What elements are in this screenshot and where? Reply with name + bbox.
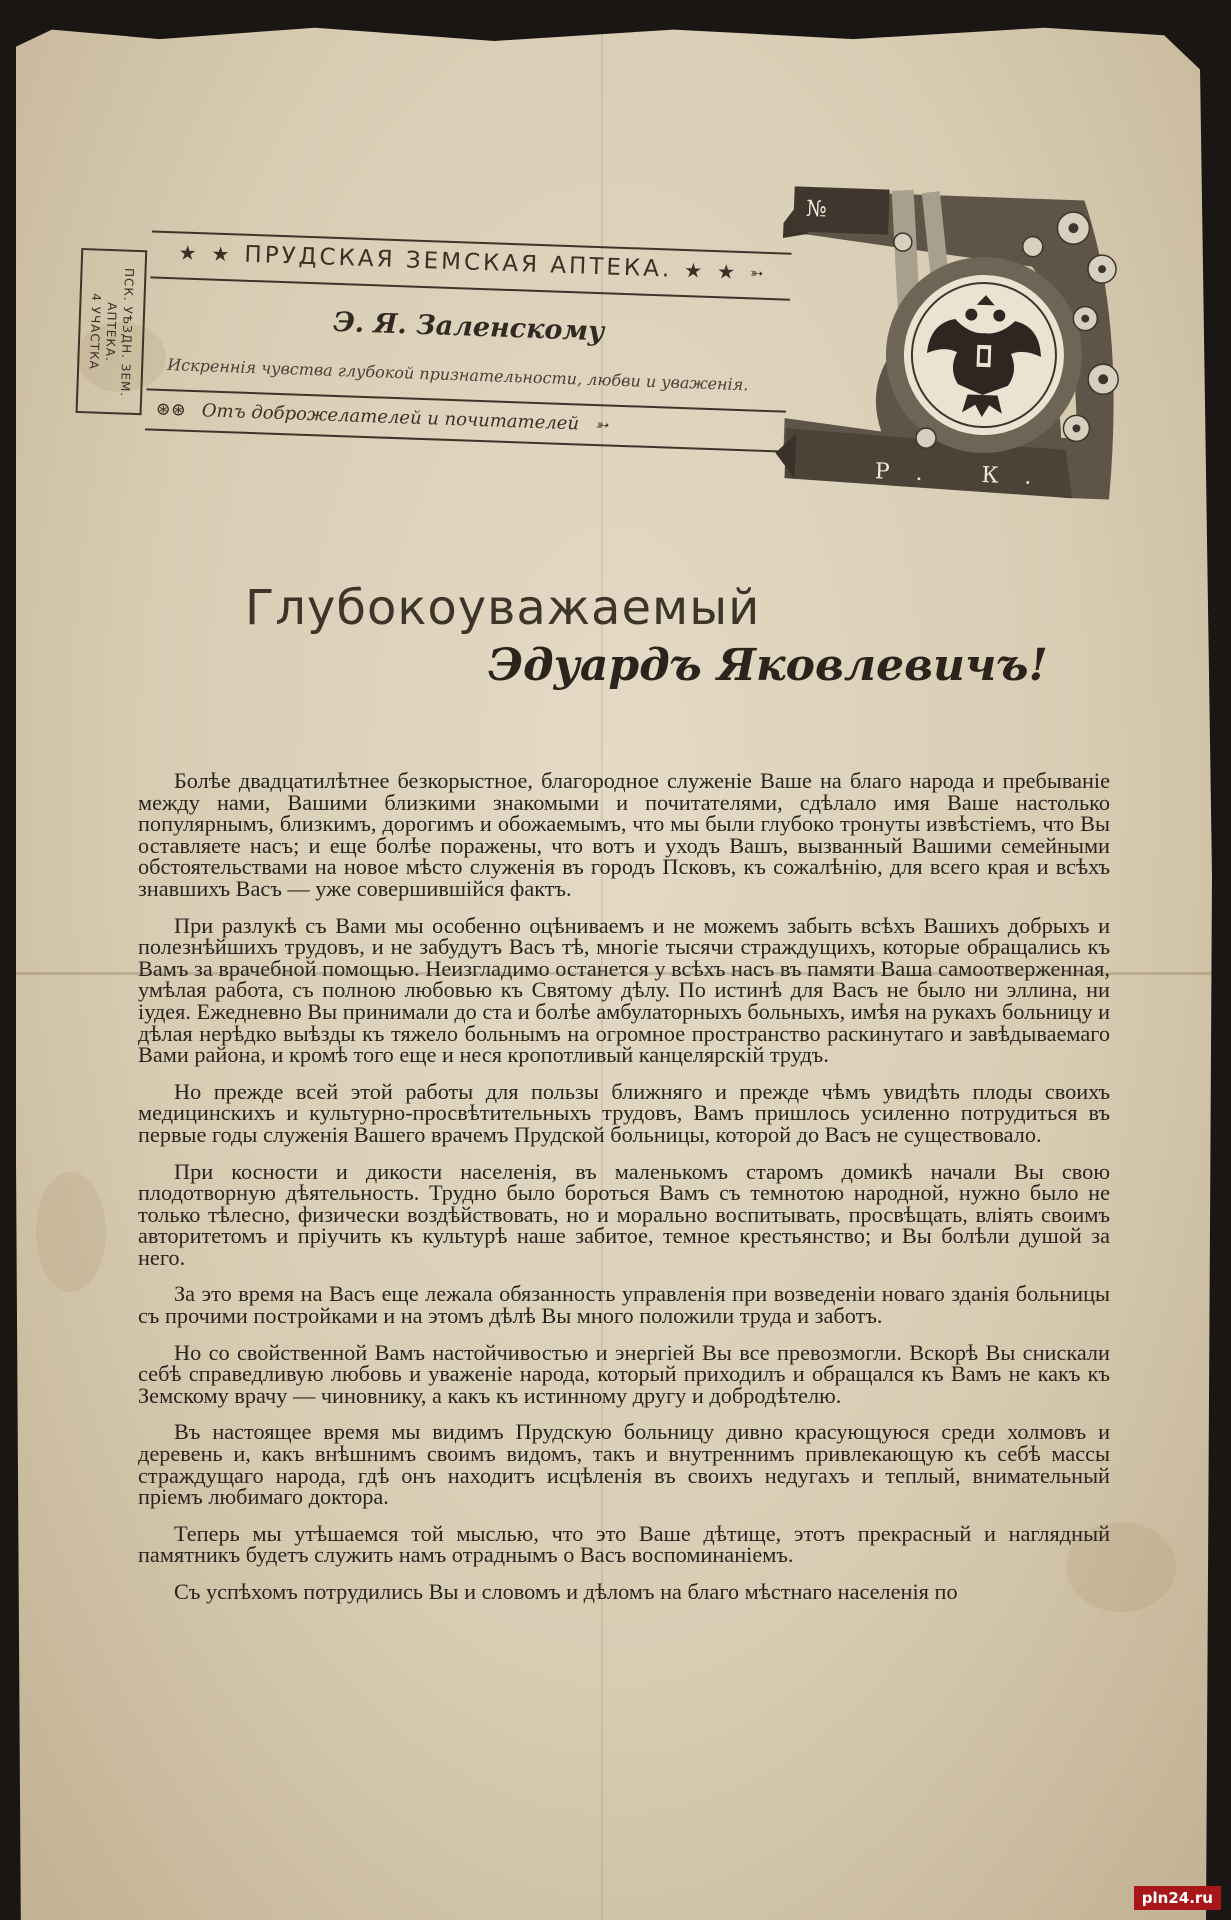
star-icon: ★ xyxy=(211,241,233,267)
label-title: ПРУДСКАЯ ЗЕМСКАЯ АПТЕКА. xyxy=(243,241,673,283)
star-icon: ★ xyxy=(683,258,706,283)
pharmacy-label xyxy=(75,228,792,453)
star-icon: ★ xyxy=(716,259,739,284)
letter-body xyxy=(138,770,1110,1618)
side-stamp-text: ПСК. УѢЗДН. ЗЕМ. АПТЕКА. 4 УЧАСТКА xyxy=(87,267,137,397)
imperial-emblem xyxy=(773,178,1144,520)
body-paragraph: Съ успѣхомъ потрудились Вы и словомъ и дѣломъ на благо мѣстнаго населенія по xyxy=(174,1579,958,1604)
body-paragraph: Теперь мы утѣшаемся той мыслью, что это Ваше дѣтище, этотъ прекрасный и наглядный памятникъ будетъ служить намъ отраднымъ о Васъ воспоминаніемъ. xyxy=(138,1520,1110,1568)
site-watermark: pln24.ru xyxy=(1134,1886,1221,1910)
body-paragraph: Въ настоящее время мы видимъ Прудскую больницу дивно красующуюся среди холмовъ и деревень и, какъ внѣшнимъ своимъ видомъ, такъ и внутреннимъ привлекающую къ себѣ массы страждущаго народа, гдѣ онъ находитъ исцѣленія въ своихъ недугахъ и теплый, внимательный пріемъ любимаго доктора. xyxy=(138,1419,1110,1510)
paper-stain xyxy=(36,1172,106,1292)
ornament-icon: ⊛⊛ xyxy=(155,398,187,421)
body-paragraph: Но со свойственной Вамъ настойчивостью и энергіей Вы все превозмогли. Вскорѣ Вы снискали себѣ справедливую любовь и уваженіе народа, который приходилъ и обращался къ Вамъ не какъ къ Земскому врачу — чиновнику, а какъ къ истинному другу и добродѣтелю. xyxy=(138,1339,1110,1408)
greeting-line-1: Глубокоуважаемый xyxy=(245,580,761,636)
from-row xyxy=(155,399,608,436)
emblem-initials: Р. К. xyxy=(874,459,1058,491)
greeting-line-2: Эдуардъ Яковлевичъ! xyxy=(488,640,1048,691)
recipient-name: Э. Я. Заленскому xyxy=(332,306,605,348)
arrow-ornament-icon: ➳ xyxy=(594,415,609,435)
from-line: Отъ доброжелателей и почитателей xyxy=(201,400,580,435)
body-paragraph: При косности и дикости населенія, въ маленькомъ старомъ домикѣ начали Вы свою плодотворную дѣятельность. Трудно было бороться Вамъ съ темнотою народной, нужно было не только тѣлесно, физически воздѣйствовать, но и морально воспитывать, просвѣщать, вліять своимъ авторитетомъ и пріучить къ культурѣ наше забитое, темное крестьянство; и Вы болѣли душой за него. xyxy=(138,1158,1110,1270)
body-paragraph: При разлукѣ съ Вами мы особенно оцѣниваемъ и не можемъ забыть всѣхъ Вашихъ добрыхъ и полезнѣйшихъ трудовъ, и не забудутъ Васъ тѣ, многіе тысячи страждущихъ, которые обращались къ Вамъ за врачебной помощью. Неизгладимо останется у всѣхъ насъ въ памяти Ваша самоотверженная, умѣлая работа, съ полною любовью къ Святому дѣлу. По истинѣ для Васъ не было ни эллина, ни іудея. Ежедневно Вы принимали до ста и болѣе амбулаторныхъ больныхъ, имѣя на рукахъ больницу и дѣлая нерѣдко выѣзды къ тяжело больнымъ на огромное пространство раскинутаго и завѣдываемаго Вами района, и кромѣ того еще и неся кропотливый канцелярскій трудъ. xyxy=(138,912,1110,1068)
side-stamp-box xyxy=(76,248,148,415)
body-paragraph: За это время на Васъ еще лежала обязанность управленія при возведеніи новаго зданія больницы съ прочими постройками и на этомъ дѣлѣ Вы много положили труда и заботъ. xyxy=(138,1281,1110,1329)
body-paragraph: Но прежде всей этой работы для пользы ближняго и прежде чѣмъ увидѣть плоды своихъ медицинскихъ и культурно-просвѣтительныхъ трудовъ, Вамъ пришлось усиленно потрудиться въ первые годы служенія Вашего врачемъ Прудской больницы, которой до Васъ не существовало. xyxy=(138,1078,1110,1147)
emblem-number-label: № xyxy=(805,196,828,223)
star-icon: ★ xyxy=(178,240,200,266)
arrow-ornament-icon: ➳ xyxy=(749,262,764,283)
sentiments-line: Искреннія чувства глубокой признательности, любви и уваженія. xyxy=(166,355,749,395)
label-frame xyxy=(145,230,792,452)
body-paragraph: Болѣе двадцатилѣтнее безкорыстное, благородное служеніе Ваше на благо народа и пребываніе между нами, Вашими близкими знакомыми и почитателями, сдѣлало имя Ваше настолько популярнымъ, близкимъ, дорогимъ и обожаемымъ, что мы были глубоко тронуты извѣстіемъ, что Вы оставляете насъ; и еще болѣе поражены, что вотъ и уходъ Вашъ, вызванный Вашими семейными обстоятельствами на новое мѣсто служенія въ городъ Псковъ, къ сожалѣнію, для всего края и всѣхъ знавшихъ Васъ — уже совершившійся фактъ. xyxy=(138,768,1110,901)
